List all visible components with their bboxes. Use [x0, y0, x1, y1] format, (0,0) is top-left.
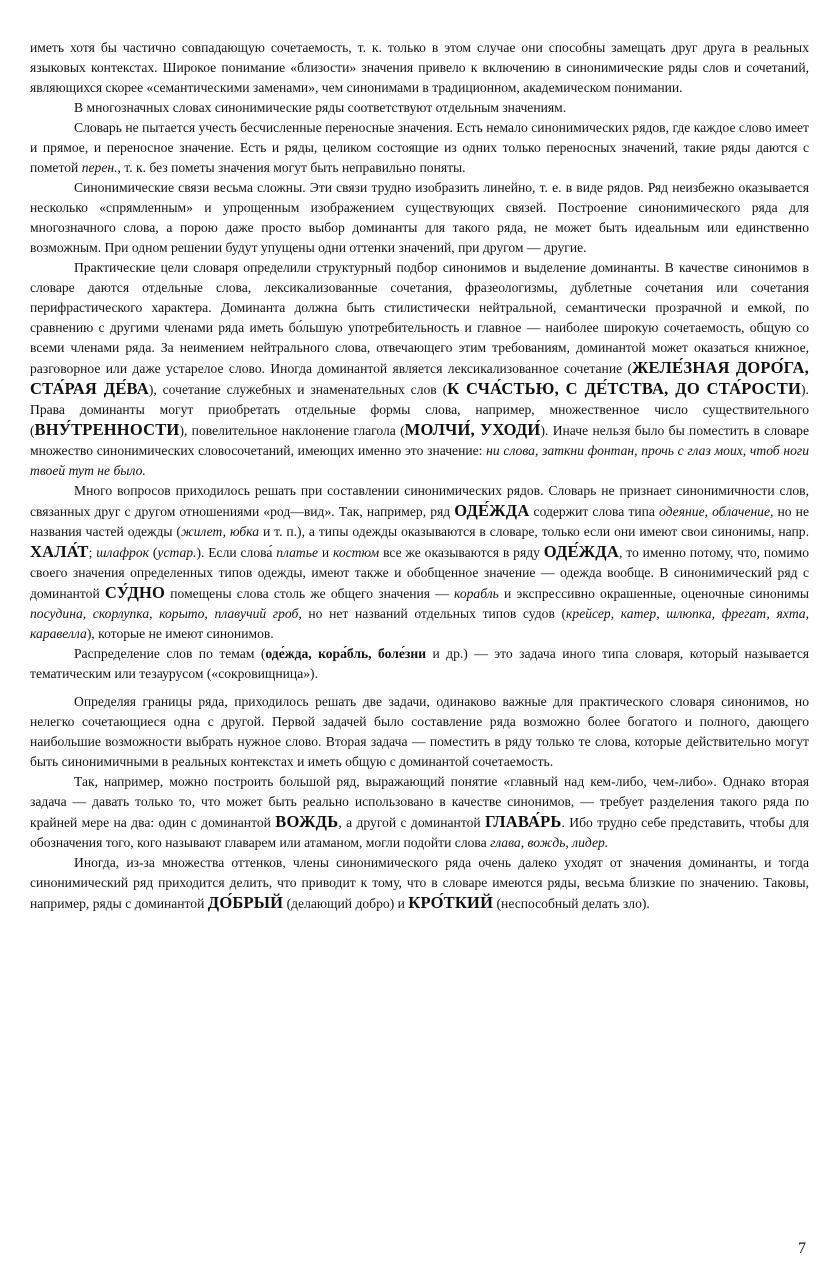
text-run: ). Права доминанты могут приобретать отдельные формы слова, например, множественное число существительного (	[30, 382, 809, 438]
text-run: Иногда, из-за множества оттенков, члены синонимического ряда очень далеко уходят от значения доминанты, и тогда синонимический ряд приходится делить, что приводит к тому, что в словаре имеются ряды, весьма близкие по значению. Таковы, например, ряды с доминантой	[30, 855, 809, 911]
text-run: ), которые не имеют синонимов.	[86, 626, 274, 641]
headword: ГЛАВА́РЬ	[485, 812, 562, 831]
text-run: ), повелительное наклонение глагола (	[179, 423, 405, 438]
example-text: жилет, юбка	[180, 524, 260, 539]
text-run: Так, например, можно построить большой ряд, выражающий понятие «главный над кем-либо, чем-либо». Однако вторая задача — давать только то, что может быть реально использовано в качестве синонимов, — требует разделения такого ряда по крайней мере на два: один с доминантой	[30, 774, 809, 830]
paragraph	[30, 118, 809, 178]
text-run: Словарь не пытается учесть бесчисленные переносные значения. Есть немало синонимических рядов, где каждое слово имеет и прямое, и переносное значение. Есть и ряды, целиком состоящие из одних только переносных значений, такие ряды даются с пометой	[30, 120, 809, 175]
headword: ВОЖДЬ	[275, 812, 339, 831]
text-run: все же оказываются в ряду	[379, 545, 544, 560]
text-run: иметь хотя бы частично совпадающую сочетаемость, т. к. только в этом случае они способны замещать друг друга в реальных языковых контекстах. Широкое понимание «близости» значения привело к включению в синонимические ряды слов и сочетаний, являющихся скорее «семантическими заменами», чем синонимами в традиционном, академическом понимании.	[30, 40, 809, 95]
paragraph	[30, 258, 809, 481]
headword: К СЧА́СТЬЮ, С ДЕ́ТСТВА, ДО СТА́РОСТИ	[447, 379, 802, 398]
headword: СУ́ДНО	[104, 583, 166, 602]
text-run: Синонимические связи весьма сложны. Эти связи трудно изобразить линейно, т. е. в виде рядов. Ряд неизбежно оказывается несколько «спрямленным» и упрощенным изображением существующих связей. Построение синонимического ряда для многозначного слова, а порою даже просто выбор доминанты для такого ряда, не может быть идеальным или единственно возможным. При одном решении будут упущены одни оттенки значений, при другом — другие.	[30, 180, 809, 255]
text-run: Практические цели словаря определили структурный подбор синонимов и выделение доминанты. В качестве синонимов в словаре даются отдельные слова, лексикализованные сочетания, фразеологизмы, дублетные сочетания или сочетания перифрастического характера. Доминанта должна быть стилистически нейтральной, семантически прозрачной и емкой, по сравнению с другими членами ряда иметь бо́льшую употребительность и главное — наиболее широкую сочетаемость, общую со всеми членами ряда. За неимением нейтрального слова, отвечающего этим требованиям, доминантой может оказаться книжное, разговорное или даже устарелое слово. Иногда доминантой является лексикализованное сочетание (	[30, 260, 809, 376]
headword: ЖЕЛЕ́ЗНАЯ ДОРО́ГА, СТА́РАЯ ДЕ́ВА	[30, 358, 809, 398]
paragraph	[30, 38, 809, 98]
text-run: . Ибо трудно себе представить, чтобы для обозначения того, кого называют главарем или атаманом, могли подойти слова	[30, 815, 809, 850]
text-run: и др.) — это задача иного типа словаря, который называется тематическим или тезаурусом («сокровищница»).	[30, 646, 810, 681]
paragraph	[30, 772, 809, 853]
text-run: В многозначных словах синонимические ряды соответствуют отдельным значениям.	[74, 100, 567, 115]
paragraph	[30, 644, 809, 684]
text-run: и	[317, 545, 333, 560]
text-run: Распределение слов по темам (	[74, 646, 266, 661]
example-text: посудина, скорлупка, корыто, плавучий гроб,	[30, 606, 302, 621]
example-text: ни слова, заткни фонтан, прочь с глаз моих, чтоб ноги твоей тут не было.	[30, 443, 810, 478]
headword: КРО́ТКИЙ	[408, 893, 494, 912]
text-run: (неспособный делать зло).	[493, 896, 650, 911]
text-run: ;	[88, 545, 97, 560]
text-run: Определяя границы ряда, приходилось решать две задачи, одинаково важные для практического словаря синонимов, но нелегко сочетающиеся одна с другой. Первой задачей было составление ряда возможно более богатого и полного, дающего наибольшие возможности выбрать нужное слово. Вторая задача — поместить в ряду только те слова, которые действительно могут быть синонимичными в реальных контекстах и иметь общую с доминантой сочетаемость.	[30, 694, 809, 769]
headword: МОЛЧИ́, УХОДИ́	[404, 420, 541, 439]
text-run: содержит слова типа	[529, 504, 660, 519]
text-run: ). Иначе нельзя было бы поместить в словаре множество синонимических словосочетаний, имеющих именно это значение:	[30, 423, 810, 458]
text-run: помещены слова столь же общего значения —	[165, 586, 454, 601]
text-run: ), сочетание служебных и знаменательных слов (	[148, 382, 448, 397]
paragraph	[30, 178, 809, 258]
text-run: и экспрессивно окрашенные, оценочные синонимы	[498, 586, 809, 601]
example-text: шлафрок	[96, 545, 150, 560]
text-run: Много вопросов приходилось решать при составлении синонимических рядов. Словарь не признает синонимичности слов, связанных друг с другом отношениями «род—вид». Так, например, ряд	[30, 483, 809, 519]
headword: ОДЕ́ЖДА	[454, 501, 530, 520]
headword: ВНУ́ТРЕННОСТИ	[34, 420, 180, 439]
example-text: костюм	[333, 545, 380, 560]
text-run: (	[149, 545, 158, 560]
text-run: но нет названий отдельных типов судов (	[301, 606, 567, 621]
page-body	[30, 38, 809, 914]
headword: ХАЛА́Т	[30, 542, 89, 561]
paragraph	[30, 98, 809, 118]
text-run: ). Если слова́	[196, 545, 277, 560]
text-run: , то именно потому, что, помимо своего значения определенных типов одежды, имеют также и обобщенное значение — одежда вообще. В синонимический ряд с доминантой	[30, 545, 809, 601]
paragraph	[30, 853, 809, 914]
example-text: крейсер, катер, шлюпка, фрегат, яхта, каравелла	[30, 606, 810, 641]
page-number: 7	[798, 1240, 806, 1257]
text-run: , т. к. без пометы значения могут быть неправильно поняты.	[117, 160, 466, 175]
paragraph	[30, 481, 809, 644]
text-run: , а другой с доминантой	[338, 815, 486, 830]
term-text: оде́жда, кора́бль, боле́зни	[265, 646, 427, 661]
text-run: но не названия частей одежды (	[30, 504, 809, 539]
paragraph	[30, 692, 809, 772]
example-text: одеяние, облачение,	[659, 504, 774, 519]
example-text: устар.	[157, 545, 197, 560]
text-run: (делающий добро) и	[283, 896, 409, 911]
example-text: корабль	[454, 586, 499, 601]
example-text: перен.	[81, 160, 118, 175]
headword: ОДЕ́ЖДА	[543, 542, 619, 561]
headword: ДО́БРЫЙ	[207, 893, 284, 912]
example-text: глава, вождь, лидер.	[490, 835, 609, 850]
example-text: платье	[276, 545, 318, 560]
text-run: и т. п.), а типы одежды оказываются в словаре, только если они имеют свои синонимы, напр.	[259, 524, 809, 539]
